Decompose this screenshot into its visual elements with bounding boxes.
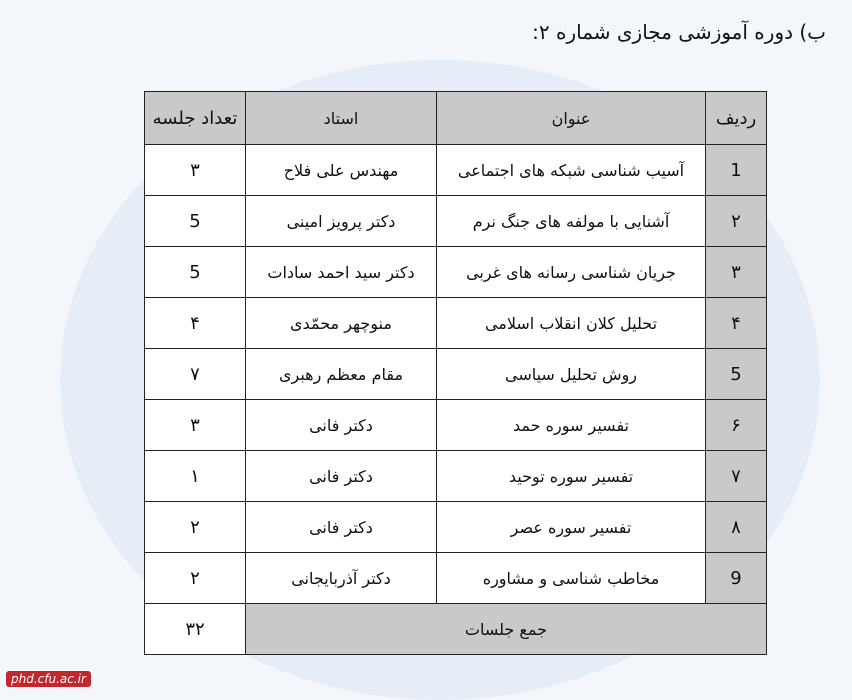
table-row bbox=[145, 196, 767, 247]
courses-table bbox=[144, 91, 767, 655]
course-title: جریان شناسی رسانه های غربی bbox=[437, 247, 706, 298]
row-number: ۷ bbox=[706, 451, 767, 502]
table-row bbox=[145, 553, 767, 604]
course-sessions: ۳ bbox=[145, 400, 246, 451]
course-title: آسیب شناسی شبکه های اجتماعی bbox=[437, 145, 706, 196]
row-number: 1 bbox=[706, 145, 767, 196]
total-label: جمع جلسات bbox=[246, 604, 767, 655]
table-row bbox=[145, 502, 767, 553]
row-number: 5 bbox=[706, 349, 767, 400]
course-title: تفسیر سوره توحید bbox=[437, 451, 706, 502]
course-title: تفسیر سوره حمد bbox=[437, 400, 706, 451]
course-sessions: ۴ bbox=[145, 298, 246, 349]
header-title: عنوان bbox=[437, 92, 706, 145]
course-sessions: ۳ bbox=[145, 145, 246, 196]
course-teacher: دکتر سید احمد سادات bbox=[246, 247, 437, 298]
course-teacher: دکتر پرویز امینی bbox=[246, 196, 437, 247]
course-title: مخاطب شناسی و مشاوره bbox=[437, 553, 706, 604]
course-title: روش تحلیل سیاسی bbox=[437, 349, 706, 400]
row-number: ۶ bbox=[706, 400, 767, 451]
header-sessions: تعداد جلسه bbox=[145, 92, 246, 145]
total-value: ۳۲ bbox=[145, 604, 246, 655]
course-sessions: ۱ bbox=[145, 451, 246, 502]
table-row bbox=[145, 451, 767, 502]
header-teacher: استاد bbox=[246, 92, 437, 145]
course-teacher: دکتر آذربایجانی bbox=[246, 553, 437, 604]
course-teacher: مقام معظم رهبری bbox=[246, 349, 437, 400]
row-number: 9 bbox=[706, 553, 767, 604]
course-title: تفسیر سوره عصر bbox=[437, 502, 706, 553]
row-number: ۸ bbox=[706, 502, 767, 553]
row-number: ۳ bbox=[706, 247, 767, 298]
table-row bbox=[145, 400, 767, 451]
table-row bbox=[145, 145, 767, 196]
table-row bbox=[145, 349, 767, 400]
course-teacher: دکتر فانی bbox=[246, 451, 437, 502]
site-logo: phd.cfu.ac.ir bbox=[6, 671, 91, 687]
course-teacher: مهندس علی فلاح bbox=[246, 145, 437, 196]
total-row bbox=[145, 604, 767, 655]
table-row bbox=[145, 298, 767, 349]
course-sessions: ۲ bbox=[145, 553, 246, 604]
table-header-row bbox=[145, 92, 767, 145]
course-title: تحلیل کلان انقلاب اسلامی bbox=[437, 298, 706, 349]
table-row bbox=[145, 247, 767, 298]
course-sessions: ۷ bbox=[145, 349, 246, 400]
course-sessions: 5 bbox=[145, 247, 246, 298]
course-teacher: دکتر فانی bbox=[246, 502, 437, 553]
course-teacher: دکتر فانی bbox=[246, 400, 437, 451]
course-sessions: 5 bbox=[145, 196, 246, 247]
row-number: ۲ bbox=[706, 196, 767, 247]
section-title: ب) دوره آموزشی مجازی شماره ۲: bbox=[532, 20, 826, 44]
header-row-number: ردیف bbox=[706, 92, 767, 145]
course-sessions: ۲ bbox=[145, 502, 246, 553]
course-teacher: منوچهر محمّدی bbox=[246, 298, 437, 349]
row-number: ۴ bbox=[706, 298, 767, 349]
course-title: آشنایی با مولفه های جنگ نرم bbox=[437, 196, 706, 247]
